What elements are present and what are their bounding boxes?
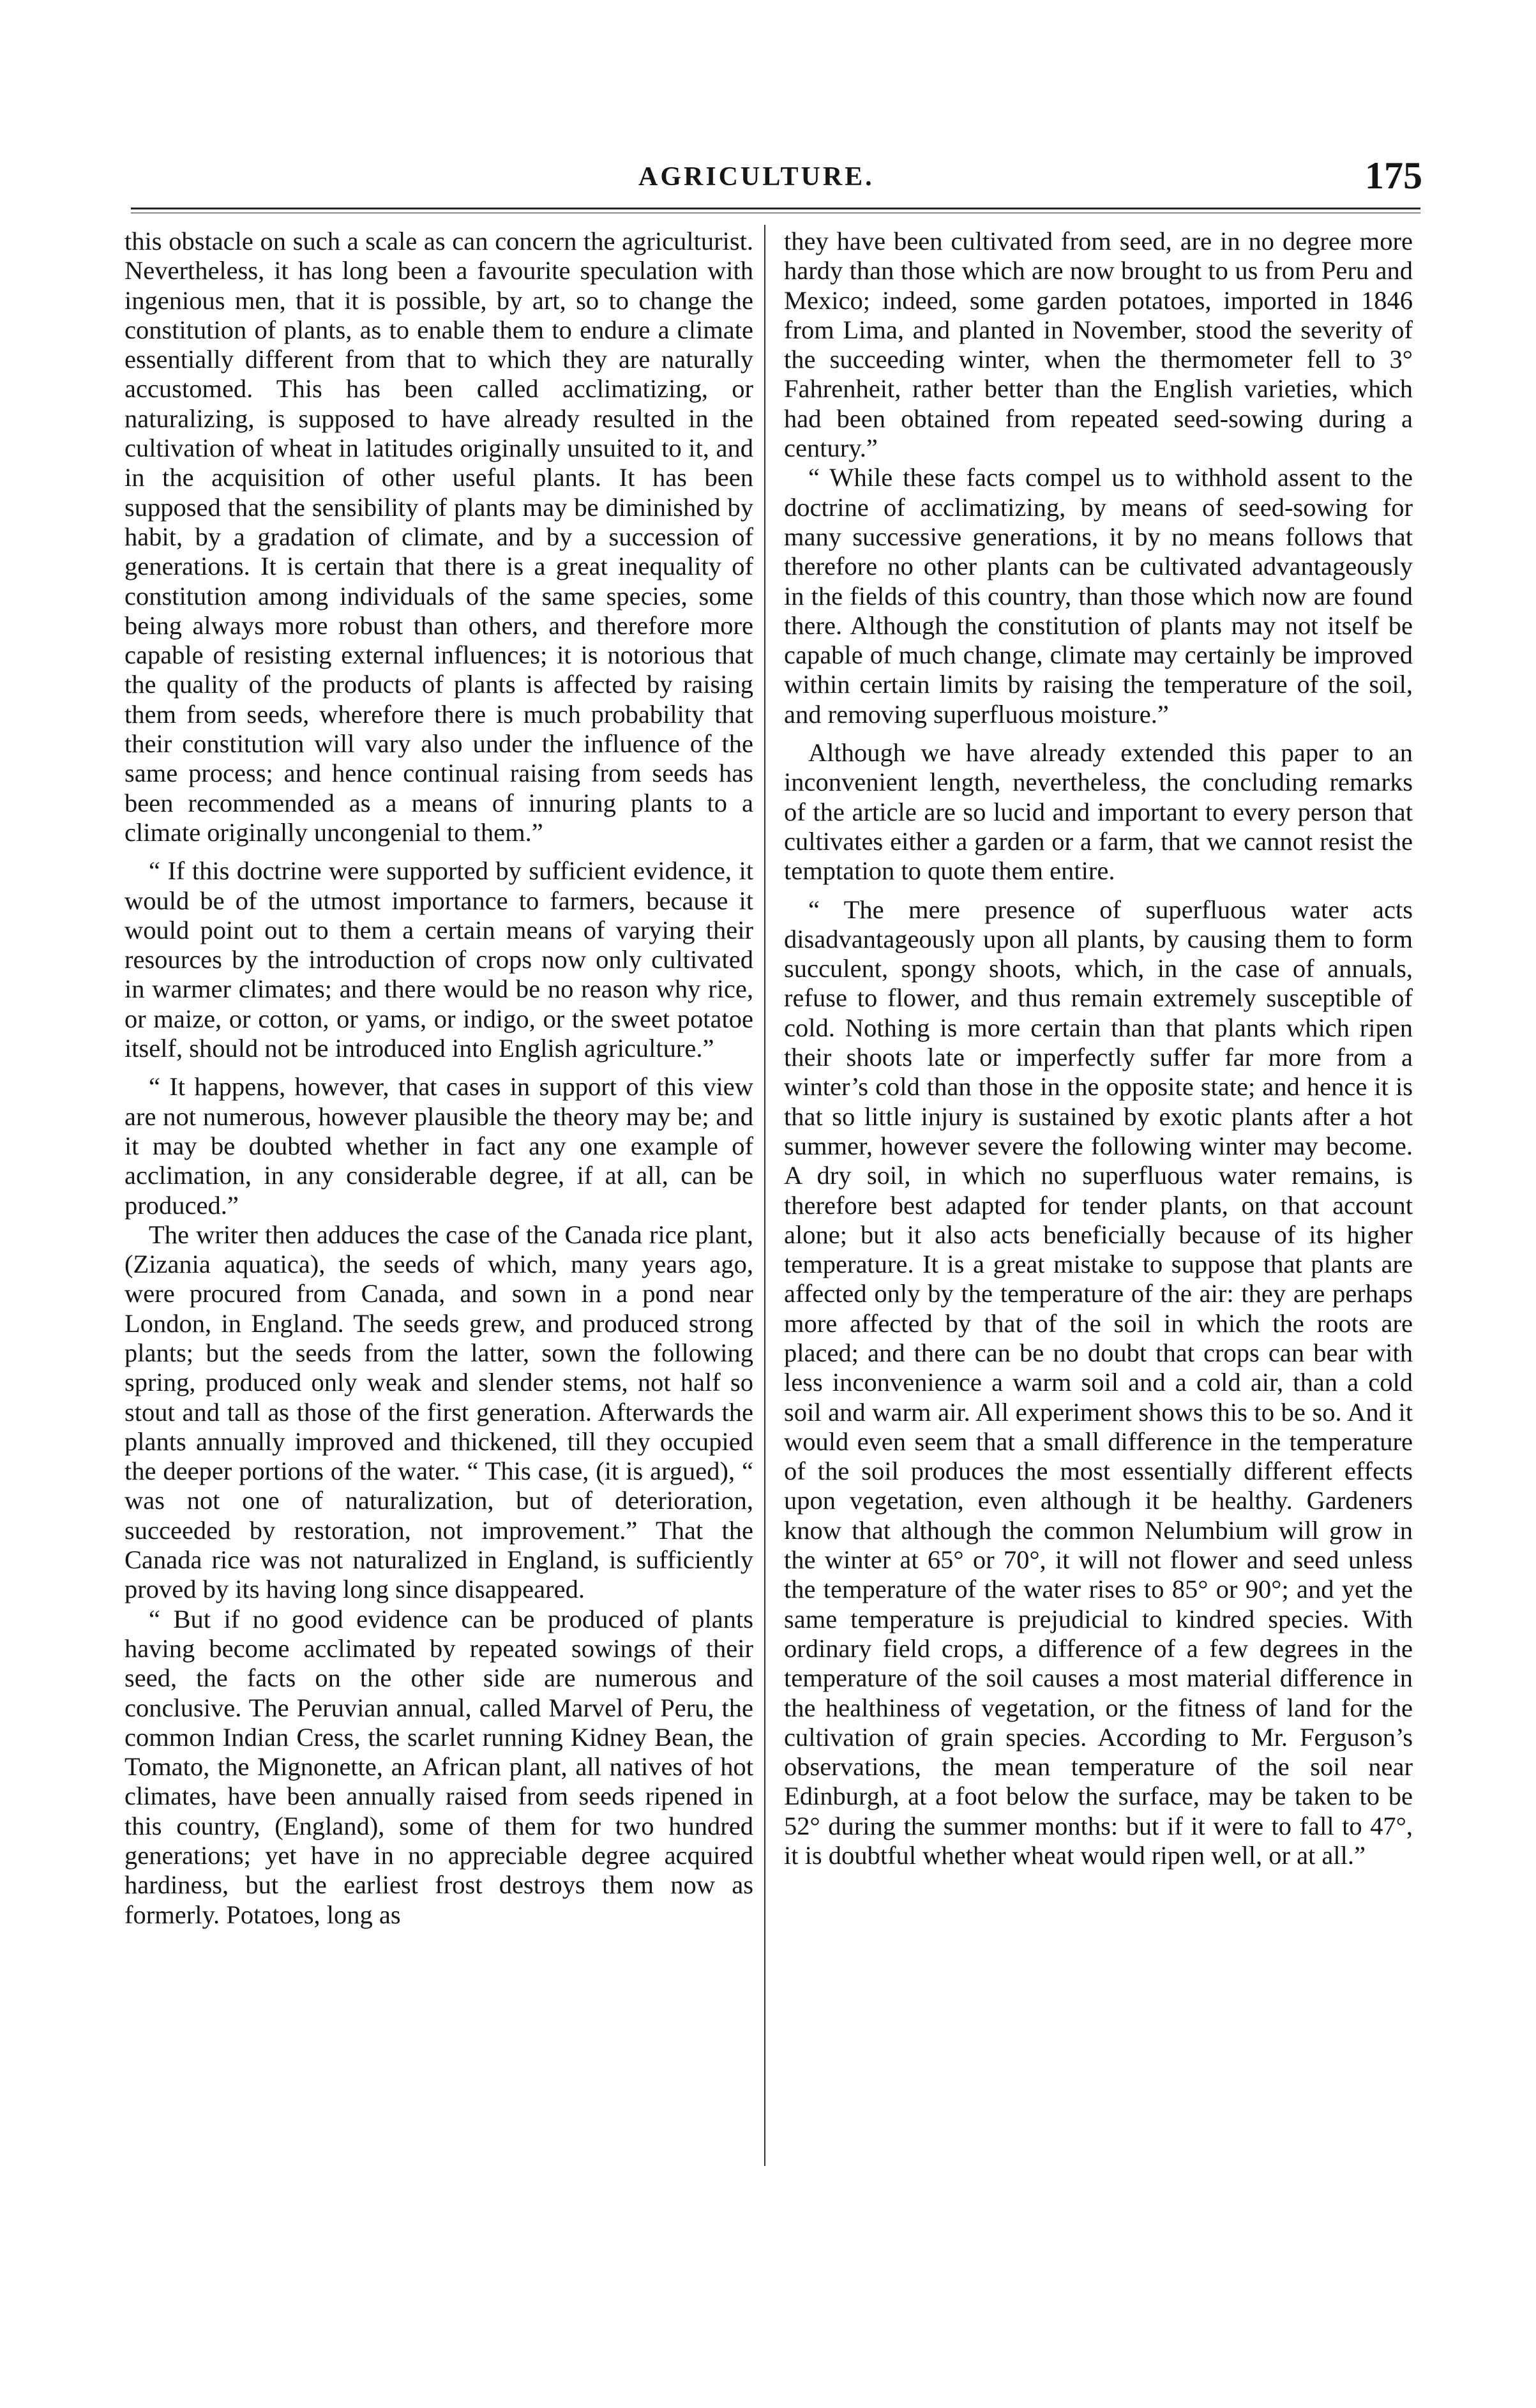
- header-rule: [131, 208, 1420, 209]
- paragraph: this obstacle on such a scale as can concern the agriculturist. Nevertheless, it has long been a favourite speculation with ingenious men, that it is possible, by art, so to change the constitution of plants, as to enable them to endure a climate essentially different from that to which they are naturally accustomed. This has been called acclimatizing, or naturalizing, is supposed to have already resulted in the cultivation of wheat in latitudes originally unsuited to it, and in the acquisition of other useful plants. It has been supposed that the sensibility of plants may be diminished by habit, by a gradation of climate, and by a succession of generations. It is certain that there is a great inequality of constitution among individuals of the same species, some being always more robust than others, and therefore more capable of resisting external influences; it is notorious that the quality of the products of plants is affected by raising them from seeds, wherefore there is much probability that their constitution will vary also under the influence of the same process; and hence continual raising from seeds has been recommended as a means of innuring plants to a climate originally uncongenial to them.”: [124, 227, 753, 847]
- paragraph: “ But if no good evidence can be produced of plants having become acclimated by repeated sowings of their seed, the facts on the other side are numerous and conclusive. The Peruvian annual, called Marvel of Peru, the common Indian Cress, the scarlet running Kidney Bean, the Tomato, the Mignonette, an African plant, all natives of hot climates, have been annually raised from seeds ripened in this country, (England), some of them for two hundred generations; yet have in no appreciable degree acquired hardiness, but the earliest frost destroys them now as formerly. Potatoes, long as: [124, 1604, 753, 1929]
- right-column: [784, 227, 1413, 1870]
- left-column: [124, 227, 753, 1930]
- paragraph: “ The mere presence of superfluous water acts disadvantageously upon all plants, by causing them to form succulent, spongy shoots, which, in the case of annuals, refuse to flower, and thus remain extremely susceptible of cold. Nothing is more certain than that plants which ripen their shoots late or imperfectly suffer far more from a winter’s cold than those in the opposite state; and hence it is that so little injury is sustained by exotic plants after a hot summer, however severe the following winter may become. A dry soil, in which no superfluous water remains, is therefore best adapted for tender plants, on that account alone; but it also acts beneficially because of its higher temperature. It is a great mistake to suppose that plants are affected only by the temperature of the air: they are perhaps more affected by that of the soil in which the roots are placed; and there can be no doubt that crops can bear with less inconvenience a warm soil and a cold air, than a cold soil and warm air. All experiment shows this to be so. And it would even seem that a small difference in the temperature of the soil produces the most essentially different effects upon vegetation, even although it be healthy. Gardeners know that although the common Nelumbium will grow in the winter at 65° or 70°, it will not flower and seed unless the temperature of the water rises to 85° or 90°; and yet the same temperature is prejudicial to kindred species. With ordinary field crops, a difference of a few degrees in the temperature of the soil causes a most material difference in the healthiness of vegetation, or the fitness of land for the cultivation of grain species. According to Mr. Ferguson’s observations, the mean temperature of the soil near Edinburgh, at a foot below the surface, may be taken to be 52° during the summer months: but if it were to fall to 47°, it is doubtful whether wheat would ripen well, or at all.”: [784, 895, 1413, 1870]
- running-title: AGRICULTURE.: [638, 162, 875, 192]
- running-header: [0, 156, 1536, 201]
- column-divider: [764, 225, 765, 2166]
- paragraph: they have been cultivated from seed, are in no degree more hardy than those which are now brought to us from Peru and Mexico; indeed, some garden potatoes, imported in 1846 from Lima, and planted in November, stood the severity of the succeeding winter, when the thermometer fell to 3° Fahrenheit, rather better than the English varieties, which had been obtained from repeated seed-sowing during a century.”: [784, 227, 1413, 463]
- paragraph: The writer then adduces the case of the Canada rice plant, (Zizania aquatica), the seeds of which, many years ago, were procured from Canada, and sown in a pond near London, in England. The seeds grew, and produced strong plants; but the seeds from the latter, sown the following spring, produced only weak and slender stems, not half so stout and tall as those of the first generation. Afterwards the plants annually improved and thickened, till they occupied the deeper portions of the water. “ This case, (it is argued), “ was not one of naturalization, but of deterioration, succeeded by restoration, not improvement.” That the Canada rice was not naturalized in England, is sufficiently proved by its having long since disappeared.: [124, 1220, 753, 1604]
- page-number: 175: [1365, 155, 1422, 197]
- paragraph: “ It happens, however, that cases in support of this view are not numerous, however plausible the theory may be; and it may be doubted whether in fact any one example of acclimation, in any considerable degree, if at all, can be produced.”: [124, 1072, 753, 1220]
- paragraph: “ If this doctrine were supported by sufficient evidence, it would be of the utmost importance to farmers, because it would point out to them a certain means of varying their resources by the introduction of crops now only cultivated in warmer climates; and there would be no reason why rice, or maize, or cotton, or yams, or indigo, or the sweet potatoe itself, should not be introduced into English agriculture.”: [124, 856, 753, 1063]
- paragraph: Although we have already extended this paper to an inconvenient length, nevertheless, the concluding remarks of the article are so lucid and important to every person that cultivates either a garden or a farm, that we cannot resist the temptation to quote them entire.: [784, 738, 1413, 886]
- paragraph: “ While these facts compel us to withhold assent to the doctrine of acclimatizing, by means of seed-sowing for many successive generations, it by no means follows that therefore no other plants can be cultivated advantageously in the fields of this country, than those which now are found there. Although the constitution of plants may not itself be capable of much change, climate may certainly be improved within certain limits by raising the temperature of the soil, and removing superfluous moisture.”: [784, 463, 1413, 729]
